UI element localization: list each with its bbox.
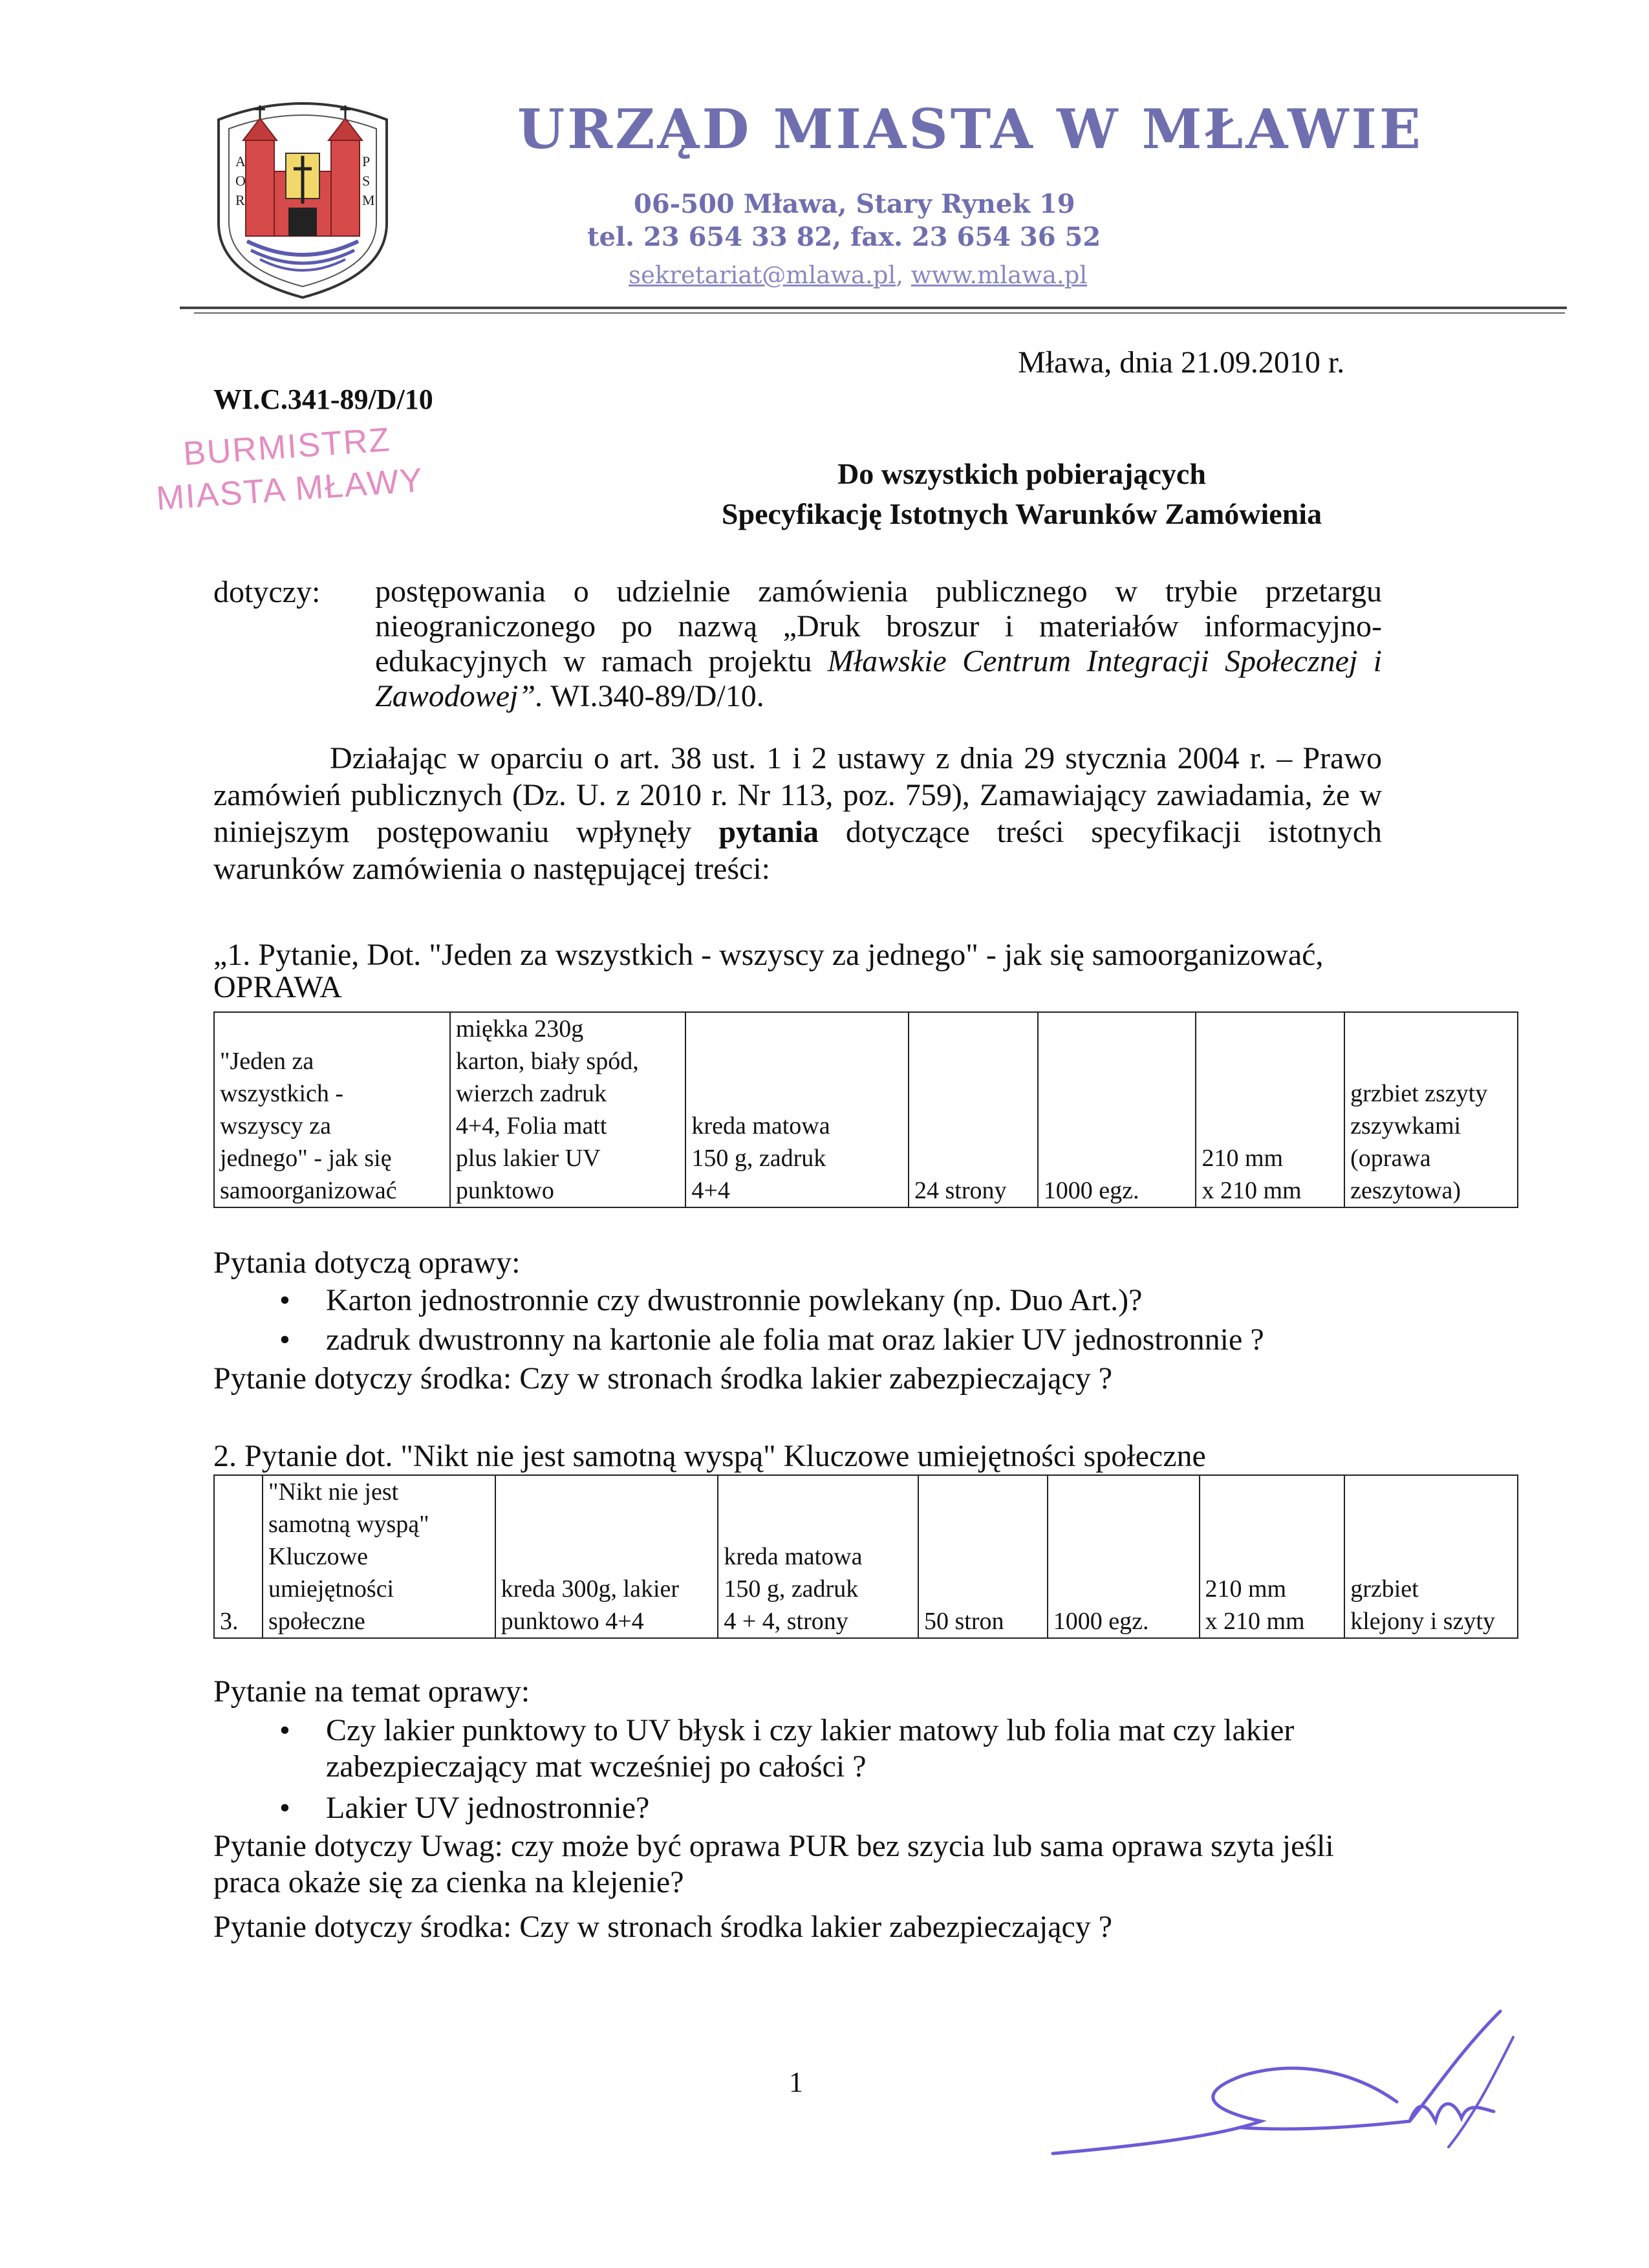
project-name: Mławskie Centrum Integracji Społecznej i Zawodowej”. (375, 644, 1382, 713)
organization-address: 06-500 Mława, Stary Rynek 19 (634, 189, 1075, 219)
subject-label: dotyczy: (213, 575, 321, 609)
addressee-line: Do wszystkich pobierających (837, 457, 1206, 490)
subject-text-end: WI.340-89/D/10. (543, 679, 764, 713)
question1-middle-question: Pytanie dotyczy środka: Czy w stronach środka lakier zabezpieczający ? (213, 1361, 1113, 1396)
page-number: 1 (789, 2066, 803, 2098)
question1-heading-line: OPRAWA (213, 970, 342, 1004)
table-cell: 210 mm x 210 mm (1196, 1012, 1344, 1207)
organization-name: URZĄD MIASTA W MŁAWIE (517, 97, 1423, 161)
intro-paragraph (213, 740, 1382, 887)
header-rule (180, 307, 1567, 309)
table-cell: 1000 egz. (1048, 1475, 1200, 1638)
table-cell: kreda 300g, lakier punktowo 4+4 (495, 1475, 718, 1638)
question2-spec-table (213, 1474, 1518, 1639)
intro-bold: pytania (718, 815, 819, 849)
intro-text-end: dotyczące treści specyfikacji istotnych warunków zamówienia o następującej treści: (213, 815, 1382, 886)
subject-text-start: postępowania o udzielnie zamówienia publicznego w trybie przetargu nieograniczonego po nazwą „Druk broszur i materiałów informacyjno-edukacyjnych w ramach projektu (375, 574, 1382, 678)
date-line: Mława, dnia 21.09.2010 r. (1018, 345, 1345, 380)
table-cell: 210 mm x 210 mm (1200, 1475, 1345, 1638)
handwritten-signature (1048, 1998, 1539, 2192)
list-item-text: Karton jednostronnie czy dwustronnie powlekany (np. Duo Art.)? (326, 1283, 1143, 1317)
addressee-line: Specyfikację Istotnych Warunków Zamówienia (721, 497, 1322, 530)
intro-text: Działając w oparciu o art. 38 ust. 1 i 2 ustawy z dnia 29 stycznia 2004 r. – Prawo zamówień publicznych (Dz. U. z 2010 r. Nr 113, poz. 759), Zamawiający zawiadamia, że w niniejszym postępowaniu wpłynęły (213, 741, 1382, 849)
bullet: • (279, 1323, 290, 1357)
organization-phone-fax: tel. 23 654 33 82, fax. 23 654 36 52 (587, 222, 1101, 252)
stamp-line: MIASTA MŁAWY (155, 461, 425, 518)
header-rule-thin (194, 312, 1565, 314)
question1-heading-line: „1. Pytanie, Dot. "Jeden za wszystkich - wszyscy za jednego" - jak się samoorganizować, (213, 938, 1324, 972)
question1-spec-table (213, 1011, 1518, 1208)
addressee-block (698, 454, 1345, 534)
table-row (214, 1012, 1518, 1207)
website-link[interactable]: www.mlawa.pl (911, 261, 1088, 289)
mayor-stamp (150, 416, 427, 521)
table-cell: 50 stron (918, 1475, 1048, 1638)
city-crest-logo (206, 94, 400, 301)
question2-section-label: Pytanie na temat oprawy: (213, 1674, 530, 1709)
organization-contact-links (629, 261, 1087, 289)
reference-number: WI.C.341-89/D/10 (213, 383, 433, 415)
bullet: • (279, 1283, 290, 1317)
list-item (279, 1712, 1379, 1785)
crest-letter: R (235, 192, 245, 208)
table-cell: grzbiet zszyty zszywkami (oprawa zeszytowa) (1344, 1012, 1518, 1207)
email-link[interactable]: sekretariat@mlawa.pl (629, 261, 896, 289)
crest-letter: M (362, 192, 375, 208)
question1-heading (213, 939, 1323, 1004)
crest-letter: P (362, 153, 371, 169)
question2-middle-question: Pytanie dotyczy środka: Czy w stronach środka lakier zabezpieczający ? (213, 1910, 1113, 1944)
table-cell: miękka 230g karton, biały spód, wierzch zadruk 4+4, Folia matt plus lakier UV punktowo (450, 1012, 686, 1207)
table-cell: 3. (214, 1475, 263, 1638)
table-cell: kreda matowa 150 g, zadruk 4 + 4, strony (718, 1475, 918, 1638)
bullet: • (279, 1791, 290, 1825)
list-item-text: Czy lakier punktowy to UV błysk i czy lakier matowy lub folia mat czy lakier zabezpieczający mat wcześniej po całości ? (326, 1713, 1295, 1784)
table-cell: 24 strony (909, 1012, 1038, 1207)
question1-section-label: Pytania dotyczą oprawy: (213, 1246, 521, 1280)
subject-text (375, 574, 1382, 714)
list-item-text: zadruk dwustronny na kartonie ale folia mat oraz lakier UV jednostronnie ? (326, 1323, 1264, 1357)
table-cell: 1000 egz. (1038, 1012, 1196, 1207)
table-cell: "Jeden za wszystkich - wszyscy za jednego" - jak się samoorganizować (214, 1012, 450, 1207)
stamp-line: BURMISTRZ (182, 420, 392, 473)
crest-letter: A (235, 153, 246, 169)
list-item-text: Lakier UV jednostronnie? (326, 1791, 650, 1825)
list-item (279, 1322, 1379, 1358)
question2-uwagi-question: Pytanie dotyczy Uwag: czy może być oprawa PUR bez szycia lub sama oprawa szyta jeśli praca okaże się za cienka na klejenie? (213, 1829, 1334, 1899)
contact-separator: , (896, 261, 911, 289)
table-cell: kreda matowa 150 g, zadruk 4+4 (685, 1012, 909, 1207)
table-row (214, 1475, 1518, 1638)
crest-letter: S (362, 173, 371, 189)
table-cell: "Nikt nie jest samotną wyspą" Kluczowe umiejętności społeczne (263, 1475, 495, 1638)
list-item (279, 1282, 1379, 1319)
list-item (279, 1790, 1379, 1826)
table-cell: grzbiet klejony i szyty (1344, 1475, 1518, 1638)
bullet: • (279, 1713, 290, 1747)
crest-letter: O (235, 173, 246, 189)
question2-heading: 2. Pytanie dot. "Nikt nie jest samotną wyspą" Kluczowe umiejętności społeczne (213, 1439, 1206, 1473)
